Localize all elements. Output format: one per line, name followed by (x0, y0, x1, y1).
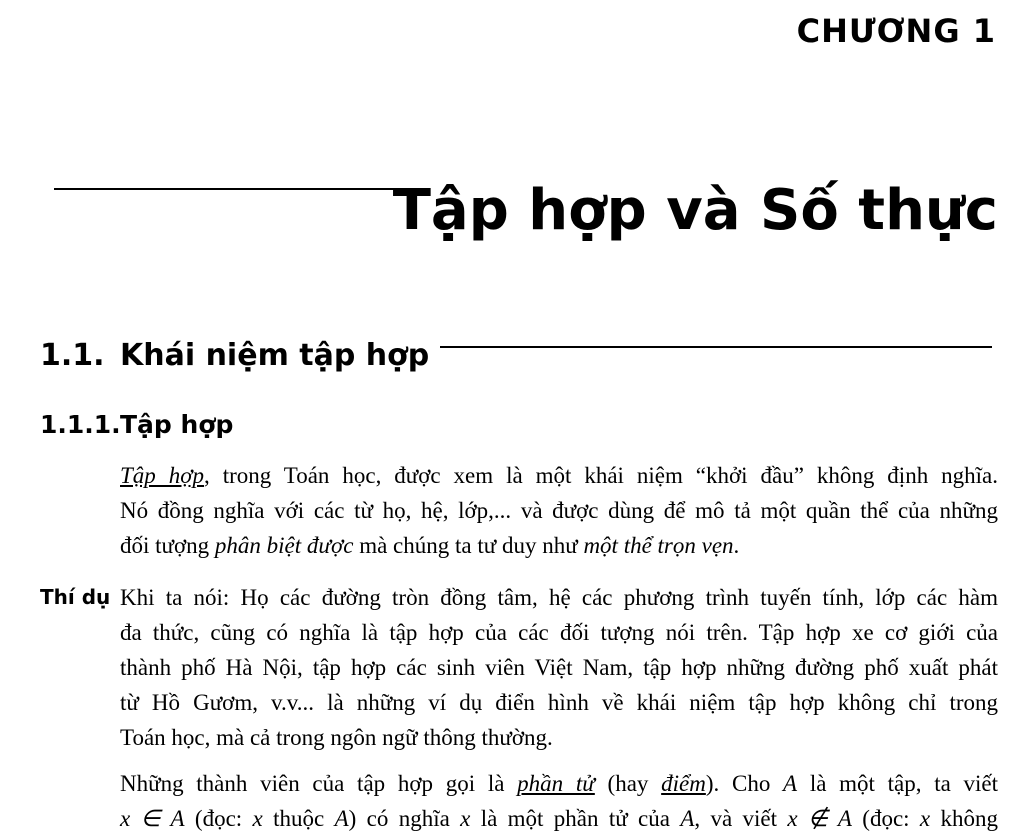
paragraph-line (120, 766, 998, 801)
section-number: 1.1. (40, 338, 105, 373)
section-heading (40, 334, 429, 378)
chapter-label: CHƯƠNG 1 (796, 12, 996, 50)
math-expression: x ∉ A (787, 806, 852, 831)
paragraph-text: đối tượng (120, 533, 215, 558)
paragraph-text: (đọc: (851, 806, 920, 831)
emphasis-text: phân biệt được (214, 533, 354, 558)
paragraph-definition (120, 458, 998, 563)
paragraph-text: Những thành viên của tập hợp gọi là (120, 771, 518, 796)
chapter-title: Tập hợp và Số thực (392, 178, 998, 243)
paragraph-text: (hay (594, 771, 662, 796)
math-variable: A (680, 806, 695, 831)
title-rule (54, 188, 426, 190)
paragraph-example (120, 580, 998, 755)
paragraph-text: ). Cho (705, 771, 784, 796)
math-variable: x (460, 806, 471, 831)
term-diem: điểm (661, 771, 706, 796)
paragraph-elements (120, 766, 998, 836)
paragraph-text: là một tập, ta viết (797, 771, 999, 796)
subsection-heading (40, 406, 233, 444)
paragraph-text: , và viết (694, 806, 788, 831)
paragraph-line (120, 801, 998, 836)
paragraph-text: , trong Toán học, được xem là một khái niệm “khởi đầu” không định nghĩa. (204, 463, 998, 488)
section-rule (440, 346, 992, 348)
math-variable: A (334, 806, 349, 831)
math-variable: A (783, 771, 798, 796)
paragraph-text: không (930, 806, 998, 831)
example-line: đa thức, cũng có nghĩa là tập hợp của các đối tượng nói trên. Tập hợp xe cơ giới của (120, 620, 998, 645)
paragraph-text: ) có nghĩa (348, 806, 461, 831)
paragraph-line (120, 458, 998, 493)
subsection-title: Tập hợp (120, 410, 234, 439)
math-expression: x ∈ A (120, 806, 185, 831)
example-line: Toán học, mà cả trong ngôn ngữ thông thường. (120, 725, 553, 750)
paragraph-text: thuộc (262, 806, 335, 831)
example-line: từ Hồ Gươm, v.v... là những ví dụ điển hình về khái niệm tập hợp không chỉ trong (120, 690, 998, 715)
section-title: Khái niệm tập hợp (120, 338, 430, 373)
paragraph-line (120, 528, 998, 563)
emphasis-text: một thể trọn vẹn (583, 533, 734, 558)
subsection-number: 1.1.1. (40, 410, 121, 439)
paragraph-text: (đọc: (184, 806, 253, 831)
math-variable: x (252, 806, 263, 831)
paragraph-text: mà chúng ta tư duy như (353, 533, 584, 558)
paragraph-text: là một phần tử của (470, 806, 681, 831)
paragraph-text: . (733, 533, 740, 558)
paragraph-line: Nó đồng nghĩa với các từ họ, hệ, lớp,... và được dùng để mô tả một quần thể của những (120, 498, 998, 523)
example-line: thành phố Hà Nội, tập hợp các sinh viên Việt Nam, tập hợp những đường phố xuất phát (120, 655, 998, 680)
term-phan-tu: phần tử (517, 771, 595, 796)
term-tap-hop: Tập hợp (120, 463, 205, 488)
example-line: Khi ta nói: Họ các đường tròn đồng tâm, hệ các phương trình tuyến tính, lớp các hàm (120, 585, 998, 610)
example-label: Thí dụ (40, 585, 111, 609)
math-variable: x (919, 806, 931, 831)
